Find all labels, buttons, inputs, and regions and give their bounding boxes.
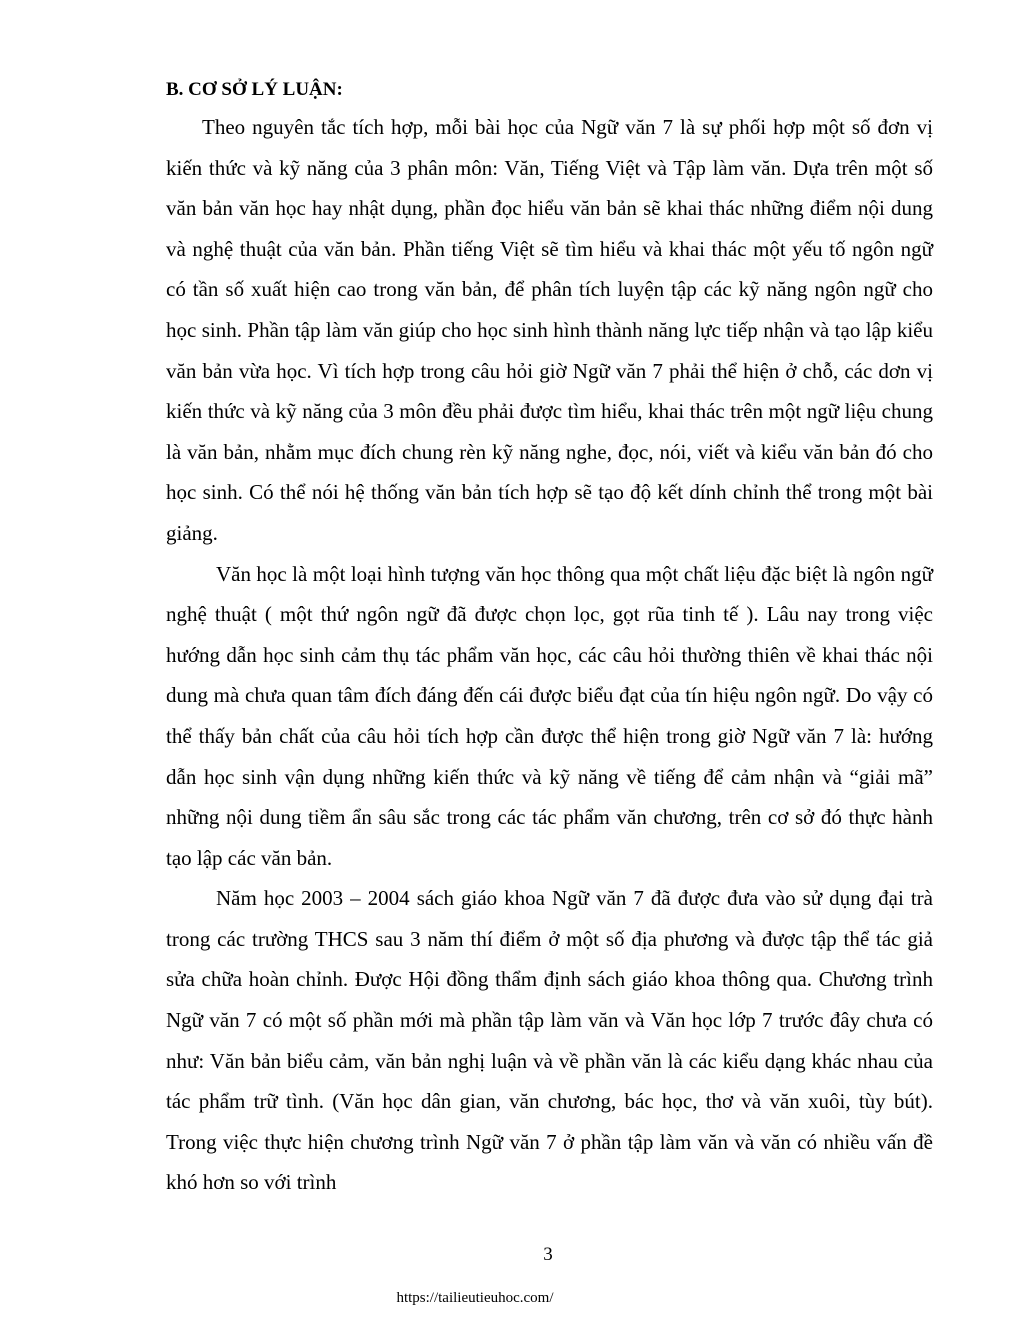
body-text bbox=[166, 107, 933, 1203]
paragraph-integration-principle: Theo nguyên tắc tích hợp, mỗi bài học của Ngữ văn 7 là sự phối hợp một số đơn vị kiến thức và kỹ năng của 3 phân môn: Văn, Tiếng Việt và Tập làm văn. Dựa trên một số văn bản văn học hay nhật dụng, phần đọc hiểu văn bản sẽ khai thác những điểm nội dung và nghệ thuật của văn bản. Phần tiếng Việt sẽ tìm hiểu và khai thác một yếu tố ngôn ngữ có tần số xuất hiện cao trong văn bản, để phân tích luyện tập các kỹ năng ngôn ngữ cho học sinh. Phần tập làm văn giúp cho học sinh hình thành năng lực tiếp nhận và tạo lập kiểu văn bản vừa học. Vì tích hợp trong câu hỏi giờ Ngữ văn 7 phải thể hiện ở chỗ, các dơn vị kiến thức và kỹ năng của 3 môn đều phải được tìm hiểu, khai thác trên một ngữ liệu chung là văn bản, nhằm mục đích chung rèn kỹ năng nghe, đọc, nói, viết và kiểu văn bản đó cho học sinh. Có thể nói hệ thống văn bản tích hợp sẽ tạo độ kết dính chỉnh thể trong một bài giảng. bbox=[166, 115, 933, 545]
page-number: 3 bbox=[543, 1244, 553, 1265]
section-heading: B. CƠ SỞ LÝ LUẬN: bbox=[166, 79, 343, 100]
paragraph-literature-language: Văn học là một loại hình tượng văn học thông qua một chất liệu đặc biệt là ngôn ngữ nghệ thuật ( một thứ ngôn ngữ đã được chọn lọc, gọt rũa tinh tế ). Lâu nay trong việc hướng dẫn học sinh cảm thụ tác phẩm văn học, các câu hỏi thường thiên về khai thác nội dung mà chưa quan tâm đích đáng đến cái được biểu đạt của tín hiệu ngôn ngữ. Do vậy có thể thấy bản chất của câu hỏi tích hợp cần được thể hiện trong giờ Ngữ văn 7 là: hướng dẫn học sinh vận dụng những kiến thức và kỹ năng về tiếng để cảm nhận và “giải mã” những nội dung tiềm ẩn sâu sắc trong các tác phẩm văn chương, trên cơ sở đó thực hành tạo lập các văn bản. bbox=[166, 561, 933, 870]
paragraph-textbook-history: Năm học 2003 – 2004 sách giáo khoa Ngữ văn 7 đã được đưa vào sử dụng đại trà trong các trường THCS sau 3 năm thí điểm ở một số địa phương và được tập thể tác giả sửa chữa hoàn chỉnh. Được Hội đồng thẩm định sách giáo khoa thông qua. Chương trình Ngữ văn 7 có một số phần mới mà phần tập làm văn và Văn học lớp 7 trước đây chưa có như: Văn bản biểu cảm, văn bản nghị luận và về phần văn là các kiểu dạng khác nhau của tác phẩm trữ tình. (Văn học dân gian, văn chương, bác học, thơ và văn xuôi, tùy bút). Trong việc thực hiện chương trình Ngữ văn 7 ở phần tập làm văn và văn có nhiều vấn đề khó hơn so với trình bbox=[166, 886, 933, 1195]
footer-url[interactable]: https://tailieutieuhoc.com/ bbox=[396, 1290, 554, 1306]
